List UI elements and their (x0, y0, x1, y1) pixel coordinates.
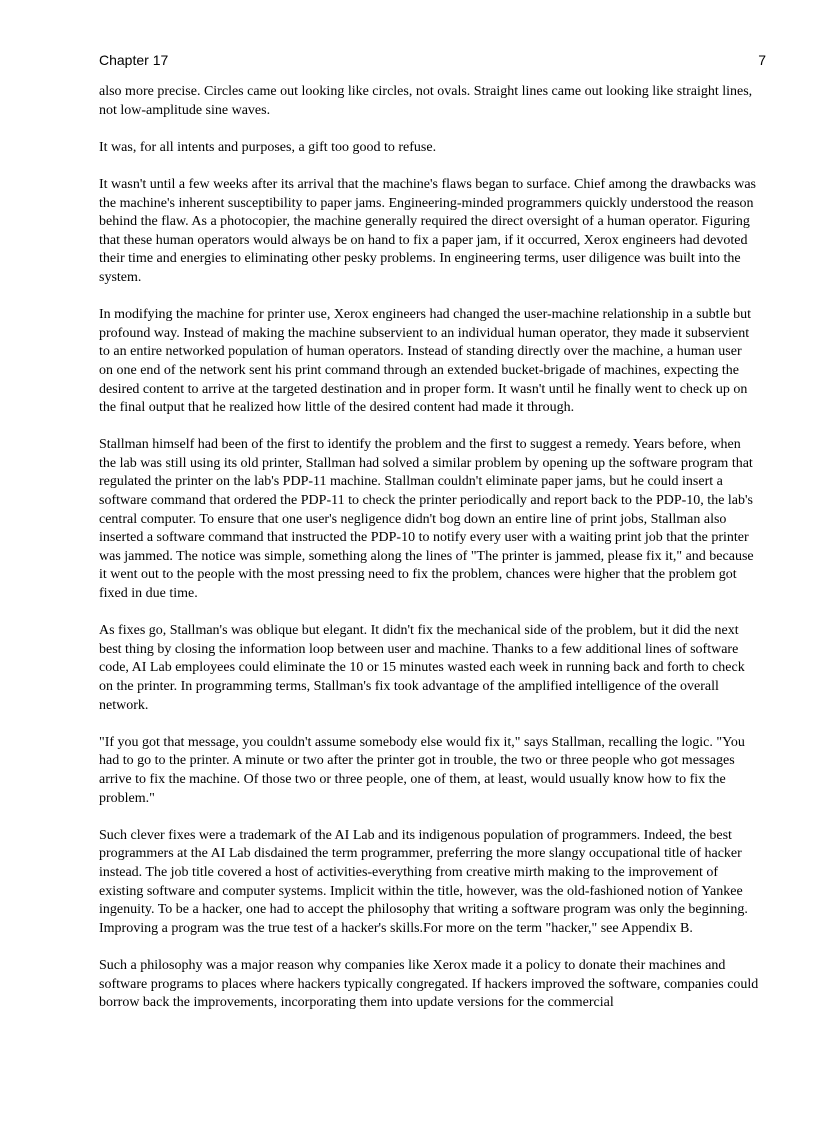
paragraph: Stallman himself had been of the first to identify the problem and the first to suggest a remedy. Years before, when the lab was still using its old printer, Stallman had solved a similar problem by opening up the software program that regulated the printer on the lab's PDP-11 machine. Stallman couldn't eliminate paper jams, but he could insert a software command that ordered the PDP-11 to check the printer periodically and report back to the PDP-10, the lab's central computer. To ensure that one user's negligence didn't bog down an entire line of print jobs, Stallman also inserted a software command that instructed the PDP-10 to notify every user with a waiting print job that the printer was jammed. The notice was simple, something along the lines of "The printer is jammed, please fix it," and because it went out to the people with the most pressing need to fix the problem, chances were higher that the problem got fixed in due time. (99, 437, 754, 602)
page-number: 7 (758, 52, 766, 68)
paragraph: As fixes go, Stallman's was oblique but elegant. It didn't fix the mechanical side of the problem, but it did the next best thing by closing the information loop between user and machine. Thanks to a few additional lines of software code, AI Lab employees could eliminate the 10 or 15 minutes wasted each week in running back and forth to check on the printer. In programming terms, Stallman's fix took advantage of the amplified intelligence of the overall network. (99, 623, 745, 713)
paragraph: Such a philosophy was a major reason why companies like Xerox made it a policy to donate their machines and software programs to places where hackers typically congregated. If hackers improved the software, companies could borrow back the improvements, incorporating them into update versions for the commercial (99, 957, 759, 1011)
paragraph: It wasn't until a few weeks after its arrival that the machine's flaws began to surface. Chief among the drawbacks was the machine's inherent susceptibility to paper jams. Engineering-minded programmers quickly understood the reason behind the flaw. As a photocopier, the machine generally required the direct oversight of a human operator. Figuring that these human operators would always be on hand to fix a paper jam, if it occurred, Xerox engineers had devoted their time and energies to eliminating other pesky problems. In engineering terms, user diligence was built into the system. (99, 176, 756, 285)
paragraph: "If you got that message, you couldn't assume somebody else would fix it," says Stallman, recalling the logic. "You had to go to the printer. A minute or two after the printer got in trouble, the two or three people who got messages arrive to fix the machine. Of those two or three people, one of them, at least, would usually know how to fix the problem." (99, 734, 745, 806)
paragraph: In modifying the machine for printer use, Xerox engineers had changed the user-machine relationship in a subtle but profound way. Instead of making the machine subservient to an individual human operator, they made it subservient to an entire networked population of human operators. Instead of standing directly over the machine, a human user on one end of the network sent his print command through an extended bucket-brigade of machines, expecting the desired content to arrive at the targeted destination and in proper form. It wasn't until he finally went to check up on the final output that he realized how little of the desired content had made it through. (99, 307, 752, 416)
paragraph: Such clever fixes were a trademark of the AI Lab and its indigenous population of programmers. Indeed, the best programmers at the AI Lab disdained the term programmer, preferring the more slangy occupational title of hacker instead. The job title covered a host of activities-everything from creative mirth making to the improvement of existing software and computer systems. Implicit within the title, however, was the old-fashioned notion of Yankee ingenuity. To be a hacker, one had to accept the philosophy that writing a software program was only the beginning. Improving a program was the true test of a hacker's skills.For more on the term "hacker," see Appendix B. (99, 827, 748, 936)
body-text (99, 83, 759, 1031)
paragraph: also more precise. Circles came out looking like circles, not ovals. Straight lines came out looking like straight lines, not low-amplitude sine waves. (99, 84, 753, 118)
page-header (99, 52, 766, 72)
chapter-title: Chapter 17 (99, 52, 169, 68)
paragraph: It was, for all intents and purposes, a gift too good to refuse. (99, 139, 437, 155)
